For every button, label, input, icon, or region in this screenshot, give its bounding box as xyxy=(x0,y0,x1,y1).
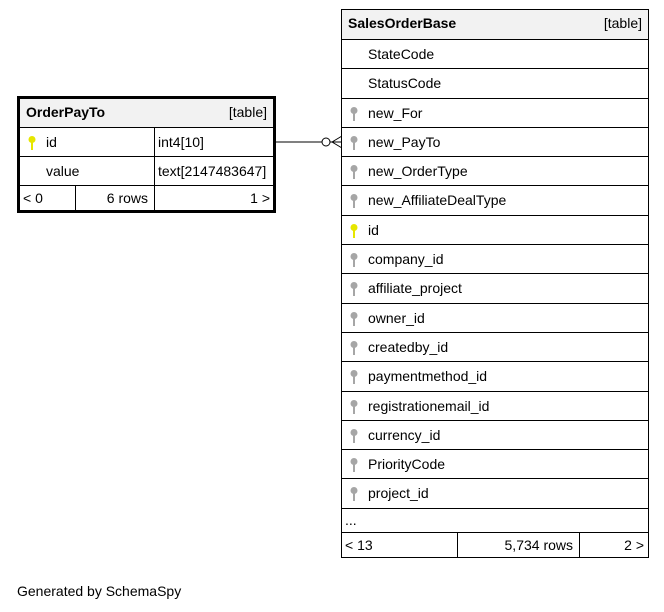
foreign-key-icon xyxy=(348,340,360,356)
column-name: id xyxy=(46,134,57,150)
table-row[interactable] xyxy=(342,157,648,186)
children-count[interactable]: 2 > xyxy=(624,536,644,553)
table-row[interactable] xyxy=(342,333,648,362)
children-count[interactable]: 1 > xyxy=(250,190,270,206)
zero-optional-marker xyxy=(322,138,330,146)
table-row[interactable] xyxy=(342,274,648,303)
column-name: project_id xyxy=(368,485,429,502)
table-row[interactable] xyxy=(342,392,648,421)
salesorderbase-kind: [table] xyxy=(603,15,642,31)
salesorderbase-title: SalesOrderBase xyxy=(348,15,457,31)
salesorderbase-table[interactable] xyxy=(341,9,649,558)
primary-key-icon xyxy=(26,135,38,151)
column-name: currency_id xyxy=(368,426,441,443)
table-row[interactable] xyxy=(342,450,648,479)
foreign-key-icon xyxy=(348,457,360,473)
more-columns: ... xyxy=(345,511,357,528)
column-name: owner_id xyxy=(368,309,425,326)
foreign-key-icon xyxy=(348,252,360,268)
foreign-key-icon xyxy=(348,193,360,209)
parents-count[interactable]: < 0 xyxy=(23,190,43,206)
foreign-key-icon xyxy=(348,135,360,151)
table-row[interactable] xyxy=(342,421,648,450)
column-name: company_id xyxy=(368,251,444,268)
column-name: new_For xyxy=(368,104,423,121)
table-row[interactable] xyxy=(342,186,648,215)
table-row[interactable] xyxy=(342,69,648,98)
primary-key-icon xyxy=(348,223,360,239)
column-name: value xyxy=(46,163,80,179)
column-name: createdby_id xyxy=(368,338,449,355)
table-row[interactable] xyxy=(342,479,648,508)
generated-by-credit: Generated by SchemaSpy xyxy=(17,583,182,599)
column-name: StatusCode xyxy=(368,75,442,92)
column-name: PriorityCode xyxy=(368,456,446,473)
salesorderbase-footer xyxy=(342,533,648,557)
column-name: id xyxy=(368,221,379,238)
orderpayto-kind: [table] xyxy=(228,104,267,120)
foreign-key-icon xyxy=(348,369,360,385)
table-row[interactable] xyxy=(342,40,648,69)
column-name: registrationemail_id xyxy=(368,397,490,414)
foreign-key-icon xyxy=(348,106,360,122)
table-row[interactable] xyxy=(20,128,273,157)
column-name: new_PayTo xyxy=(368,133,441,150)
orderpayto-table[interactable] xyxy=(17,96,276,213)
column-name: affiliate_project xyxy=(368,280,462,297)
table-row[interactable] xyxy=(342,362,648,391)
table-row[interactable] xyxy=(342,128,648,157)
orderpayto-footer xyxy=(20,186,273,210)
column-type: text[2147483647] xyxy=(158,163,267,179)
row-count: 6 rows xyxy=(106,190,148,206)
more-columns-row[interactable] xyxy=(342,509,648,533)
table-row[interactable] xyxy=(342,99,648,128)
salesorderbase-columns xyxy=(342,40,648,509)
foreign-key-icon xyxy=(348,281,360,297)
column-name: StateCode xyxy=(368,46,435,62)
column-name: new_OrderType xyxy=(368,163,468,180)
table-row[interactable] xyxy=(20,157,273,186)
parents-count[interactable]: < 13 xyxy=(345,536,373,553)
salesorderbase-header[interactable] xyxy=(342,10,648,40)
orderpayto-header[interactable] xyxy=(20,99,273,128)
row-count: 5,734 rows xyxy=(504,536,573,553)
orderpayto-title: OrderPayTo xyxy=(26,104,106,120)
foreign-key-icon xyxy=(348,311,360,327)
column-name: paymentmethod_id xyxy=(368,368,488,385)
table-row[interactable] xyxy=(342,216,648,245)
foreign-key-icon xyxy=(348,399,360,415)
foreign-key-icon xyxy=(348,164,360,180)
foreign-key-icon xyxy=(348,486,360,502)
column-name: new_AffiliateDealType xyxy=(368,192,507,209)
table-row[interactable] xyxy=(342,245,648,274)
table-row[interactable] xyxy=(342,304,648,333)
column-type: int4[10] xyxy=(158,134,204,150)
foreign-key-icon xyxy=(348,428,360,444)
